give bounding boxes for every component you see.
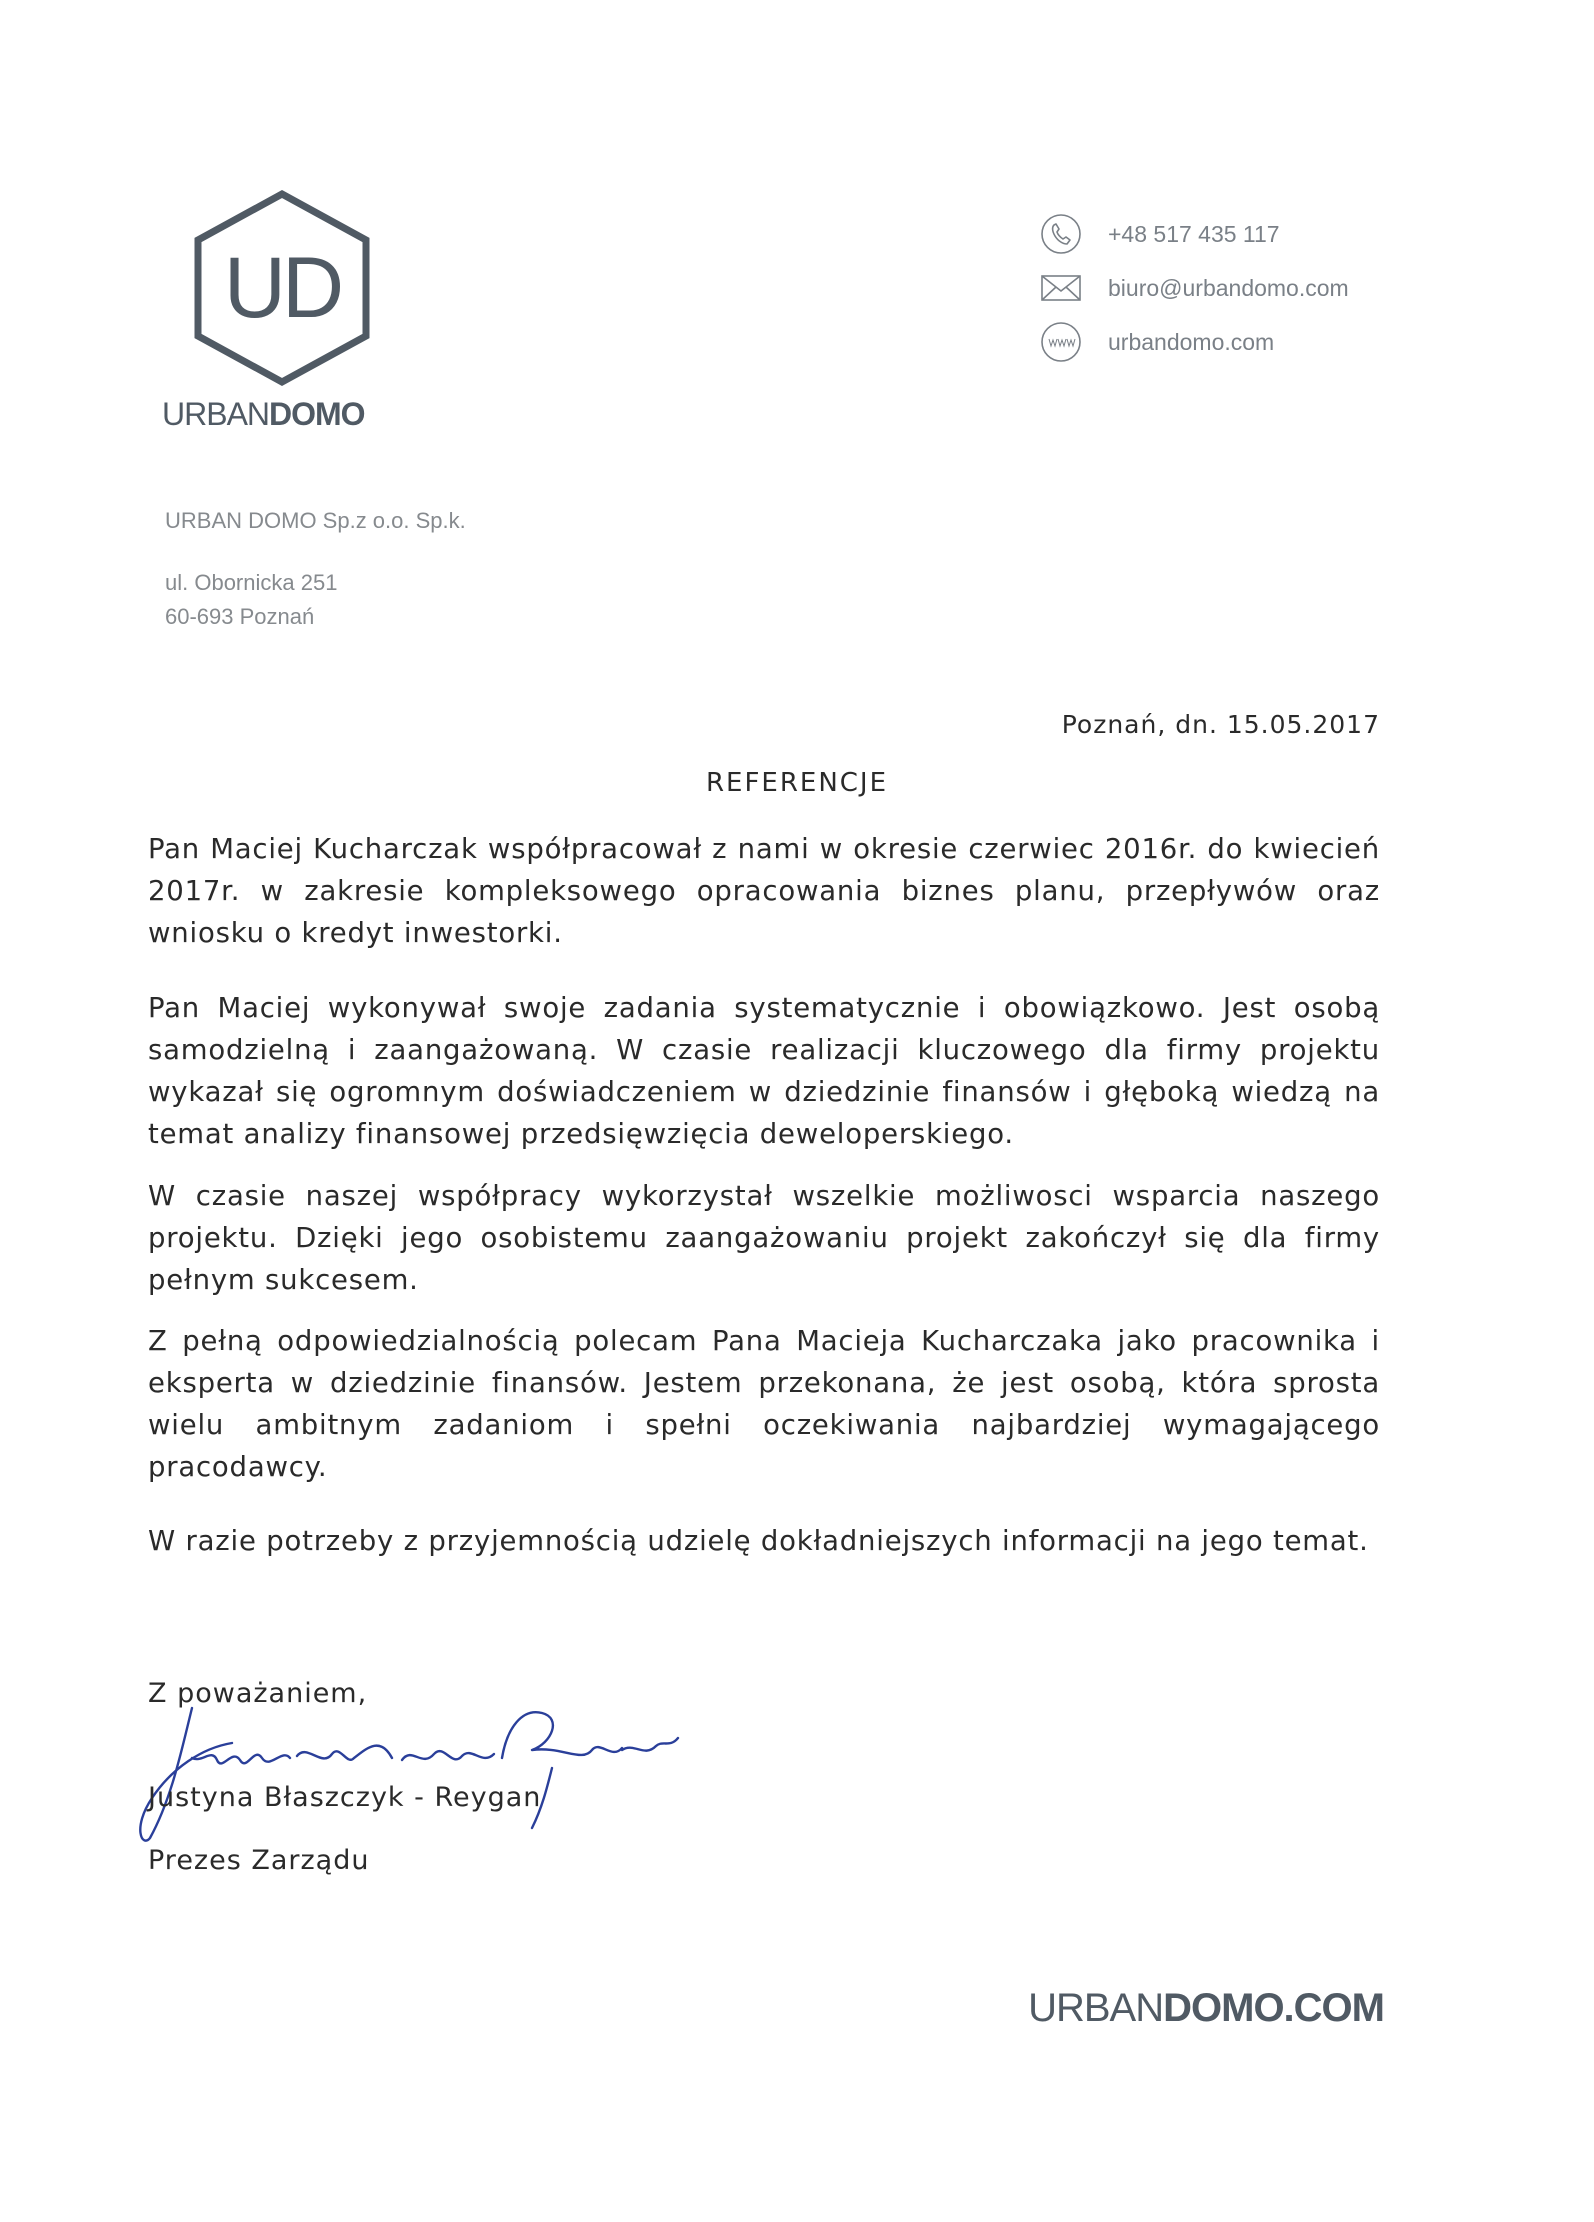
- footer-brand-light: URBAN: [1028, 1986, 1164, 2030]
- handwritten-signature: [122, 1688, 682, 1858]
- envelope-icon: [1040, 267, 1082, 309]
- letter-paragraph-5: W razie potrzeby z przyjemnością udzielę dokładniejszych informacji na jego temat.: [148, 1525, 1369, 1557]
- contact-phone-row: [1040, 212, 1280, 256]
- signer-role: Prezes Zarządu: [148, 1845, 370, 1876]
- logo-name: [162, 396, 365, 433]
- company-name: URBAN DOMO Sp.z o.o. Sp.k.: [165, 508, 466, 533]
- letter-paragraph-1: Pan Maciej Kucharczak współpracował z nami w okresie czerwiec 2016r. do kwiecień 2017r. w zakresie kompleksowego opracowania biznes planu, przepływów oraz wniosku o kredyt inwestorki.: [148, 833, 1380, 949]
- letter-paragraph-2: Pan Maciej wykonywał swoje zadania systematycznie i obowiązkowo. Jest osobą samodzielną i zaangażowaną. W czasie realizacji kluczowego dla firmy projektu wykazał się ogromnym doświadczeniem w dziedzinie finansów i głęboką wiedzą na temat analizy finansowej przedsięwzięcia deweloperskiego.: [148, 992, 1380, 1150]
- letter-title: REFERENCJE: [705, 768, 889, 798]
- letter-date: Poznań, dn. 15.05.2017: [1061, 710, 1380, 739]
- letter-paragraph-4: Z pełną odpowiedzialnością polecam Pana Macieja Kucharczaka jako pracownika i eksperta w dziedzinie finansów. Jestem przekonana, że jest osobą, która sprosta wielu ambitnym zadaniom i spełni oczekiwania najbardziej wymagającego pracodawcy.: [148, 1325, 1380, 1483]
- signer-name: Justyna Błaszczyk - Reygan: [148, 1782, 542, 1813]
- letter-paragraph-3: W czasie naszej współpracy wykorzystał wszelkie możliwosci wsparcia naszego projektu. Dzięki jego osobistemu zaangażowaniu projekt zakończył się dla firmy pełnym sukcesem.: [148, 1180, 1380, 1296]
- contact-email: biuro@urbandomo.com: [1108, 274, 1349, 301]
- logo-name-bold: DOMO: [269, 396, 365, 432]
- contact-phone: +48 517 435 117: [1108, 220, 1280, 247]
- logo-monogram: UD: [223, 239, 341, 336]
- contact-website: urbandomo.com: [1108, 328, 1275, 355]
- contact-email-row: [1040, 266, 1349, 310]
- logo-name-light: URBAN: [162, 396, 270, 432]
- company-city: 60-693 Poznań: [165, 604, 315, 629]
- footer-brand-bold: DOMO.COM: [1163, 1986, 1384, 2030]
- phone-icon: [1040, 213, 1082, 255]
- letter-closing: Z poważaniem,: [148, 1678, 368, 1709]
- footer-brand: [1028, 1986, 1384, 2031]
- company-street: ul. Obornicka 251: [165, 570, 338, 595]
- www-icon: [1040, 321, 1082, 363]
- contact-website-row: [1040, 320, 1274, 364]
